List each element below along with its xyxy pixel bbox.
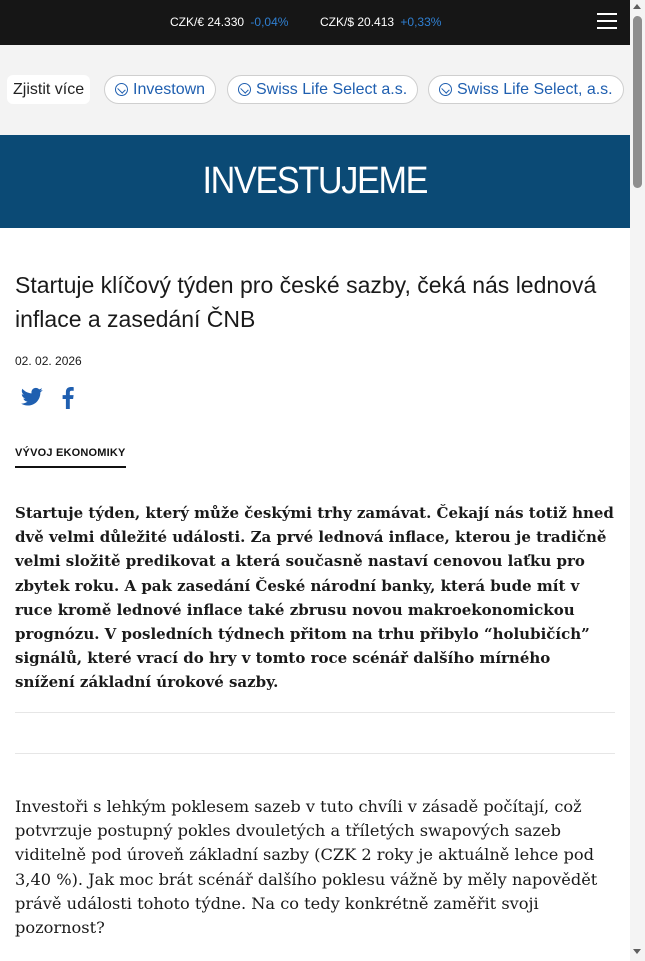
divider (15, 712, 615, 713)
circle-arrow-icon (238, 83, 251, 96)
article-body-paragraph: Investoři s lehkým poklesem sazeb v tuto chvíli v zásadě počítají, což potvrzuje postupný pokles dvouletých a tříletých swapových sazeb viditelně pod úroveň základní sazby (CZK 2 roky je aktuálně lehce pod 3,40 %). Jak moc brát scénář dalšího poklesu vážně by měly napovědět právě události tohoto týdne. Na co tedy konkrétně zaměřit svoji pozornost? (15, 797, 598, 938)
hamburger-menu-icon[interactable] (597, 13, 617, 31)
article-category-tag[interactable]: VÝVOJ EKONOMIKY (15, 447, 126, 468)
scrollbar-thumb[interactable] (633, 16, 642, 188)
article-date: 02. 02. 2026 (15, 354, 82, 368)
article-lead: Startuje týden, který může českými trhy zamávat. Čekají nás totiž hned dvě velmi důležité události. Za prvé lednová inflace, kterou je tradičně velmi složitě predikovat a která současně nastaví cenovou laťku pro zbytek roku. A pak zasedání České národní banky, která bude mít v ruce kromě lednové inflace také zbrusu novou makroekonomickou prognózu. V posledních týdnech přitom na trhu přibylo “holubičích” signálů, které vrací do hry v tomto roce scénář dalšího mírného snížení základní úrokové sazby. (15, 504, 614, 692)
article-title: Startuje klíčový týden pro české sazby, čeká nás lednová inflace a zasedání ČNB (15, 272, 597, 332)
chip-label-swiss-life-select: Swiss Life Select a.s. (256, 81, 408, 98)
chips-label: Zjistit více (7, 75, 90, 104)
chip-swiss-life-select-as[interactable] (428, 75, 624, 104)
scroll-up-arrow-icon[interactable] (633, 4, 641, 9)
rate-usd (320, 15, 441, 29)
rate-eur-change: -0,04% (250, 15, 289, 29)
circle-arrow-icon (439, 83, 452, 96)
rate-eur (170, 15, 288, 29)
facebook-icon[interactable] (61, 387, 75, 409)
circle-arrow-icon (115, 83, 128, 96)
chip-investown[interactable] (104, 75, 216, 104)
share-buttons (21, 387, 75, 409)
chip-swiss-life-select[interactable] (227, 75, 418, 104)
section-banner[interactable] (0, 135, 630, 228)
investujeme-logo: INVESTUJEME (202, 160, 428, 202)
twitter-icon[interactable] (21, 387, 43, 407)
chip-label-investown: Investown (133, 81, 206, 98)
rate-usd-value: 20.413 (357, 15, 395, 29)
rate-eur-value: 24.330 (207, 15, 245, 29)
rate-usd-change: +0,33% (400, 15, 442, 29)
top-bar (0, 0, 630, 45)
rate-eur-pair: CZK/€ (170, 15, 205, 29)
scroll-down-arrow-icon[interactable] (633, 949, 641, 954)
divider (15, 753, 615, 754)
rate-usd-pair: CZK/$ (320, 15, 355, 29)
chip-label-swiss-life-select-as: Swiss Life Select, a.s. (457, 81, 613, 98)
